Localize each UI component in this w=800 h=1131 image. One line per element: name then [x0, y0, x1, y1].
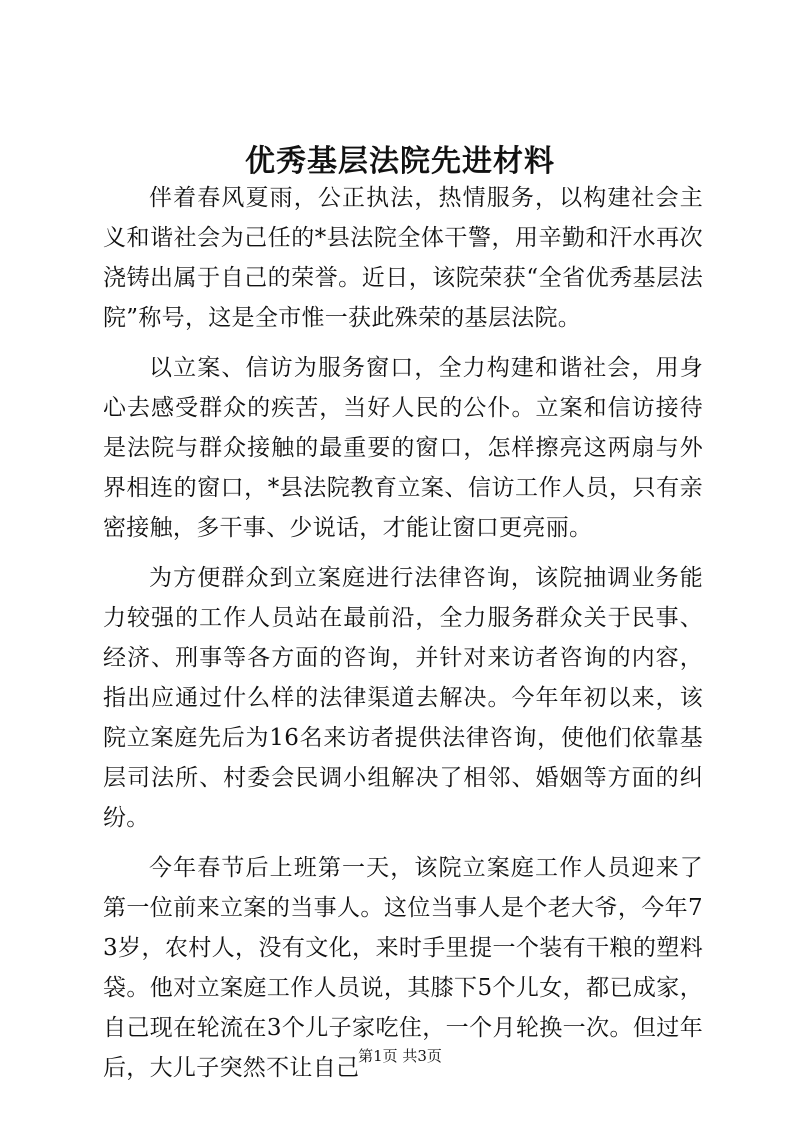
paragraph-1: 伴着春风夏雨，公正执法，热情服务，以构建社会主义和谐社会为己任的*县法院全体干警，用辛勤和汗水再次浇铸出属于自己的荣誉。近日，该院荣获“全省优秀基层法院”称号，这是全市惟一获此殊荣的基层法院。	[103, 185, 703, 331]
paragraph-2: 以立案、信访为服务窗口，全力构建和谐社会，用身心去感受群众的疾苦，当好人民的公仆。立案和信访接待是法院与群众接触的最重要的窗口，怎样擦亮这两扇与外界相连的窗口，*县法院教育立案、信访工作人员，只有亲密接触，多干事、少说话，才能让窗口更亮丽。	[103, 355, 703, 541]
page-footer	[0, 1046, 800, 1066]
document-title: 优秀基层法院先进材料	[245, 144, 555, 179]
paragraph-3: 为方便群众到立案庭进行法律咨询，该院抽调业务能力较强的工作人员站在最前沿，全力服务群众关于民事、经济、刑事等各方面的咨询，并针对来访者咨询的内容，指出应通过什么样的法律渠道去解决。今年年初以来，该院立案庭先后为16名来访者提供法律咨询，使他们依靠基层司法所、村委会民调小组解决了相邻、婚姻等方面的纠纷。	[103, 565, 703, 831]
paragraph-4: 今年春节后上班第一天，该院立案庭工作人员迎来了第一位前来立案的当事人。这位当事人是个老大爷，今年73岁，农村人，没有文化，来时手里提一个装有干粮的塑料袋。他对立案庭工作人员说，其膝下5个儿女，都已成家，自己现在轮流在3个儿子家吃住，一个月轮换一次。但过年后，大儿子突然不让自己	[103, 855, 703, 1081]
page-number: 第1页 共3页	[358, 1047, 442, 1065]
document-body	[103, 178, 703, 1088]
